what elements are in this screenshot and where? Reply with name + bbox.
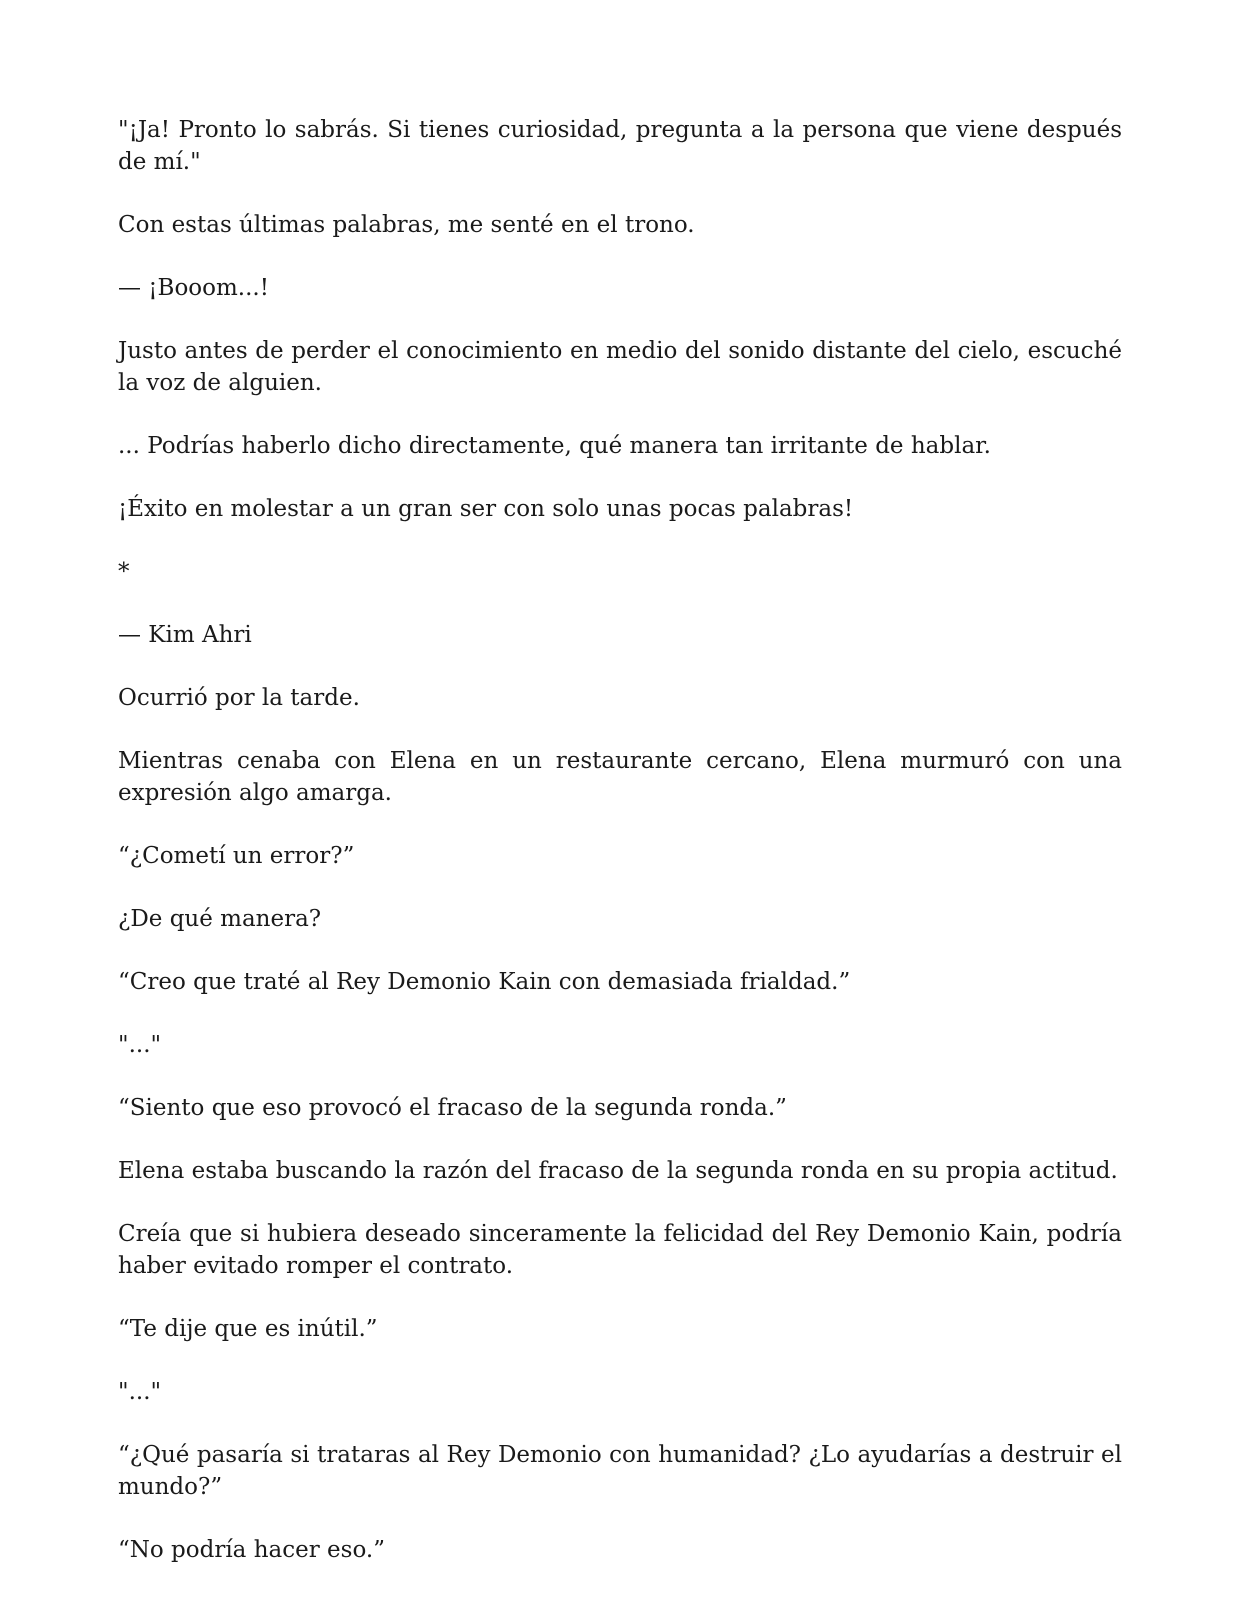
paragraph-13: “Creo que traté al Rey Demonio Kain con demasiada frialdad.”: [118, 969, 851, 995]
paragraph-5: ... Podrías haberlo dicho directamente, qué manera tan irritante de hablar.: [118, 433, 991, 459]
paragraph-16: Elena estaba buscando la razón del fracaso de la segunda ronda en su propia actitud.: [118, 1158, 1118, 1184]
paragraph-1: "¡Ja! Pronto lo sabrás. Si tienes curiosidad, pregunta a la persona que viene después de mí.": [118, 117, 1122, 175]
paragraph-15: “Siento que eso provocó el fracaso de la segunda ronda.”: [118, 1095, 787, 1121]
paragraph-18: “Te dije que es inútil.”: [118, 1316, 378, 1342]
paragraph-20: “¿Qué pasaría si trataras al Rey Demonio con humanidad? ¿Lo ayudarías a destruir el mundo?”: [118, 1442, 1122, 1500]
paragraph-9: Ocurrió por la tarde.: [118, 685, 360, 711]
paragraph-19: "...": [118, 1379, 162, 1405]
pov-heading: — Kim Ahri: [118, 622, 252, 648]
document-body: [118, 114, 1122, 1597]
paragraph-11: “¿Cometí un error?”: [118, 843, 355, 869]
paragraph-21: “No podría hacer eso.”: [118, 1537, 385, 1563]
paragraph-6: ¡Éxito en molestar a un gran ser con solo unas pocas palabras!: [118, 496, 854, 522]
scene-break: *: [118, 559, 130, 585]
paragraph-12: ¿De qué manera?: [118, 906, 322, 932]
paragraph-4: Justo antes de perder el conocimiento en medio del sonido distante del cielo, escuché la voz de alguien.: [118, 338, 1122, 396]
paragraph-14: "...": [118, 1032, 162, 1058]
paragraph-3: — ¡Booom...!: [118, 275, 269, 301]
paragraph-10: Mientras cenaba con Elena en un restaurante cercano, Elena murmuró con una expresión algo amarga.: [118, 748, 1122, 806]
paragraph-17: Creía que si hubiera deseado sinceramente la felicidad del Rey Demonio Kain, podría haber evitado romper el contrato.: [118, 1221, 1122, 1279]
paragraph-2: Con estas últimas palabras, me senté en el trono.: [118, 212, 695, 238]
